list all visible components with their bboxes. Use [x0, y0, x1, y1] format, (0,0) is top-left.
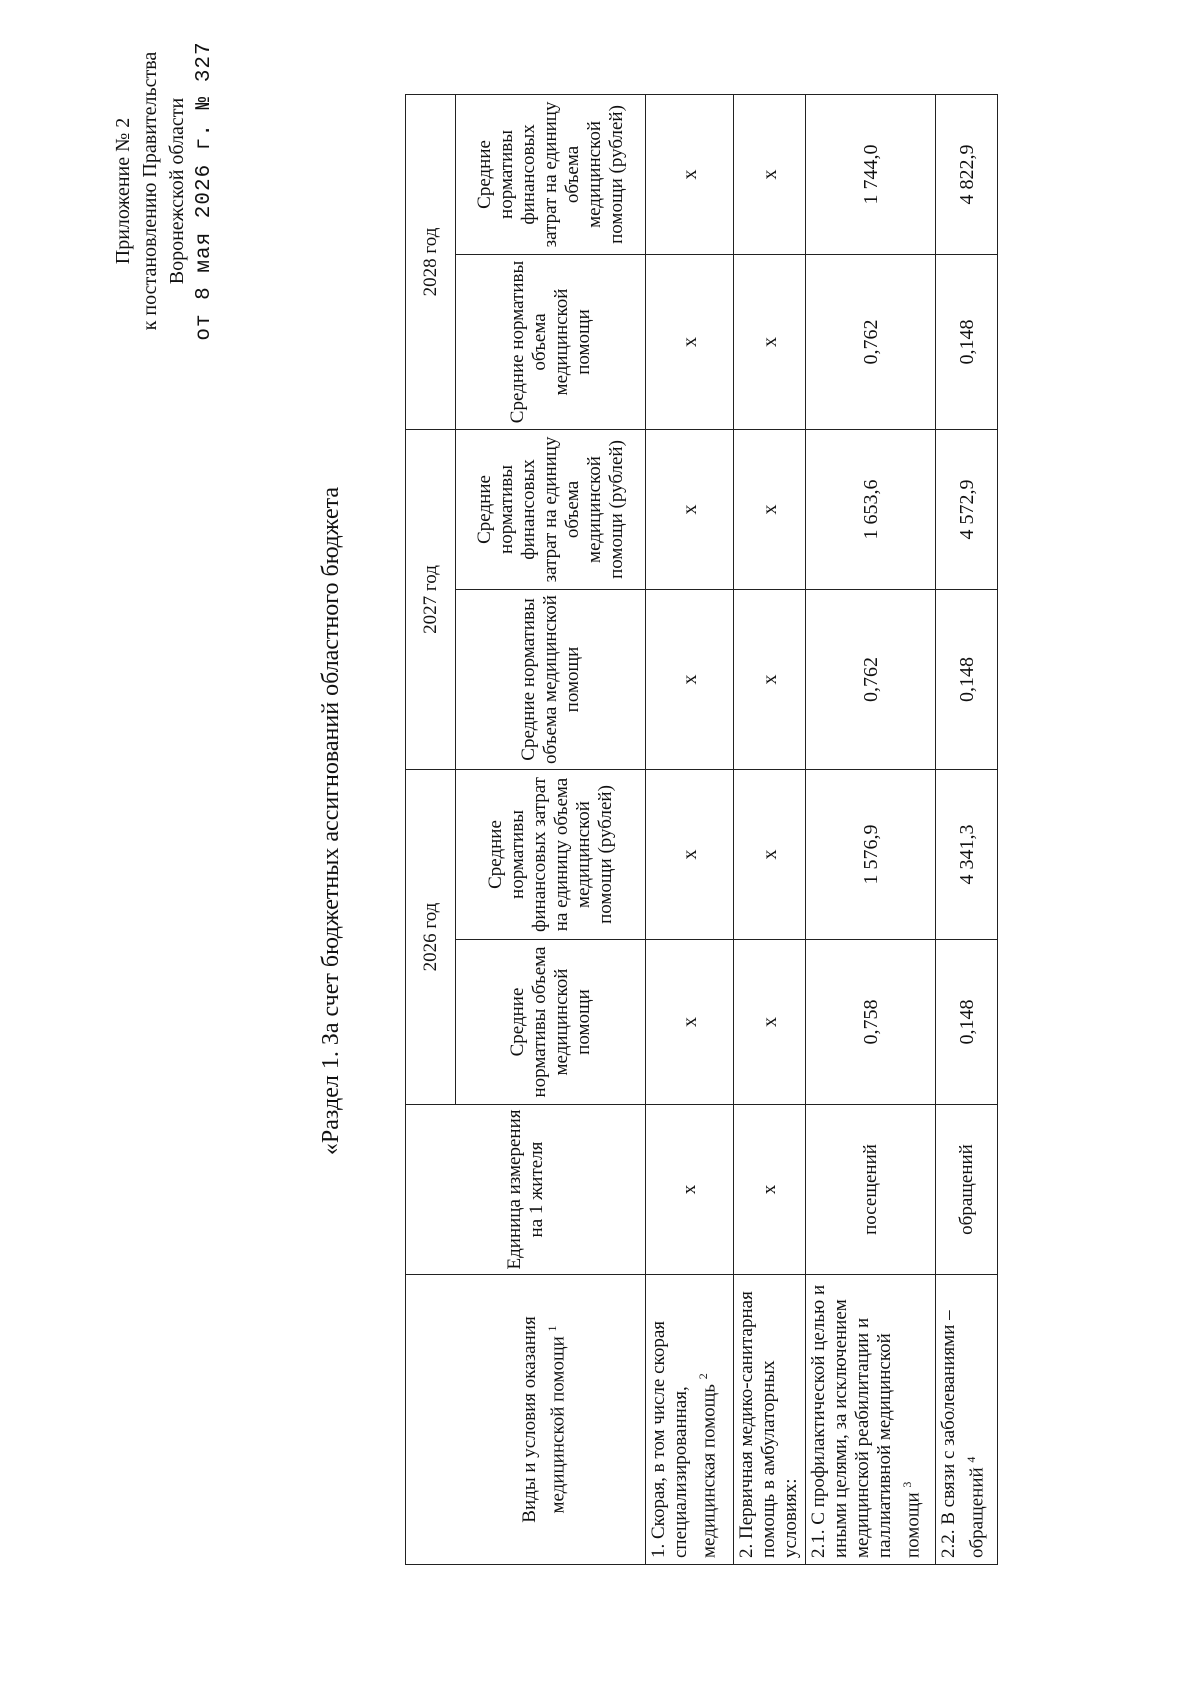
table-row [646, 94, 734, 1564]
row-label-text: 1. Скорая, в том числе скорая специализированная, медицинская помощь [648, 1321, 720, 1558]
col-header-year-2027: 2027 год [406, 429, 456, 769]
cell-value: х [646, 429, 734, 589]
row-label [806, 1275, 936, 1565]
cell-value: 0,148 [936, 940, 998, 1105]
row-label [936, 1275, 998, 1565]
col-header-type [406, 1275, 646, 1565]
row-label-text: 2.2. В связи с заболеваниями – обращений [938, 1310, 988, 1558]
cell-value: 4 341,3 [936, 769, 998, 939]
row-label [734, 1275, 806, 1565]
subcol-volume-2026: Средние нормативы объема медицинской помощи [456, 940, 646, 1105]
cell-value: х [734, 429, 806, 589]
col-header-year-2028: 2028 год [406, 94, 456, 429]
subcol-volume-2028: Средние нормативы объема медицинской помощи [456, 254, 646, 429]
row-label-text: 2.1. С профилактической целью и иными целями, за исключением медицинской реабилитации и паллиативной медицинской помощи [808, 1284, 924, 1558]
cell-value: 0,758 [806, 940, 936, 1105]
cell-value: 0,762 [806, 589, 936, 769]
subcol-cost-2026: Средние нормативы финансовых затрат на единицу объема медицинской помощи (рублей) [456, 769, 646, 939]
row-unit: обращений [936, 1105, 998, 1275]
cell-value: х [646, 589, 734, 769]
row-label-sup: 3 [900, 1481, 914, 1488]
document-header [110, 0, 218, 391]
cell-value: 0,148 [936, 254, 998, 429]
subcol-cost-2028: Средние нормативы финансовых затрат на единицу объема медицинской помощи (рублей) [456, 94, 646, 254]
cell-value: х [646, 94, 734, 254]
cell-value: 4 822,9 [936, 94, 998, 254]
cell-value: 0,148 [936, 589, 998, 769]
row-label-text: 2. Первичная медико-санитарная помощь в амбулаторных условиях: [736, 1291, 801, 1558]
row-label [646, 1275, 734, 1565]
row-unit: х [646, 1105, 734, 1275]
region-name: Воронежской области [166, 97, 188, 285]
subcol-volume-2027: Средние нормативы объема медицинской помощи [456, 589, 646, 769]
col-header-type-text: Виды и условия оказания медицинской помощи [519, 1316, 569, 1523]
cell-value: х [646, 254, 734, 429]
norms-table [405, 94, 998, 1565]
table-row [806, 94, 936, 1564]
cell-value: 1 744,0 [806, 94, 936, 254]
section-title: «Раздел 1. За счет бюджетных ассигнований областного бюджета [318, 486, 344, 1156]
cell-value: х [734, 589, 806, 769]
cell-value: 4 572,9 [936, 429, 998, 589]
subcol-cost-2027: Средние нормативы финансовых затрат на единицу объема медицинской помощи (рублей) [456, 429, 646, 589]
row-label-sup: 4 [964, 1456, 978, 1463]
col-header-type-sup: 1 [545, 1325, 560, 1332]
cell-value: 1 653,6 [806, 429, 936, 589]
cell-value: х [734, 769, 806, 939]
cell-value: х [646, 940, 734, 1105]
cell-value: х [646, 769, 734, 939]
cell-value: х [734, 254, 806, 429]
col-header-year-2026: 2026 год [406, 769, 456, 1104]
table-row [734, 94, 806, 1564]
resolution-ref: к постановлению Правительства [139, 51, 161, 331]
cell-value: х [734, 94, 806, 254]
row-label-sup: 2 [696, 1373, 710, 1380]
resolution-date: от 8 мая 2026 г. № 327 [193, 41, 216, 341]
cell-value: 0,762 [806, 254, 936, 429]
col-header-unit: Единица измерения на 1 жителя [406, 1105, 646, 1275]
row-unit: посещений [806, 1105, 936, 1275]
cell-value: х [734, 940, 806, 1105]
table-row [936, 94, 998, 1564]
cell-value: 1 576,9 [806, 769, 936, 939]
header-row-years [406, 94, 456, 1564]
appendix-number: Приложение № 2 [112, 117, 134, 265]
row-unit: х [734, 1105, 806, 1275]
